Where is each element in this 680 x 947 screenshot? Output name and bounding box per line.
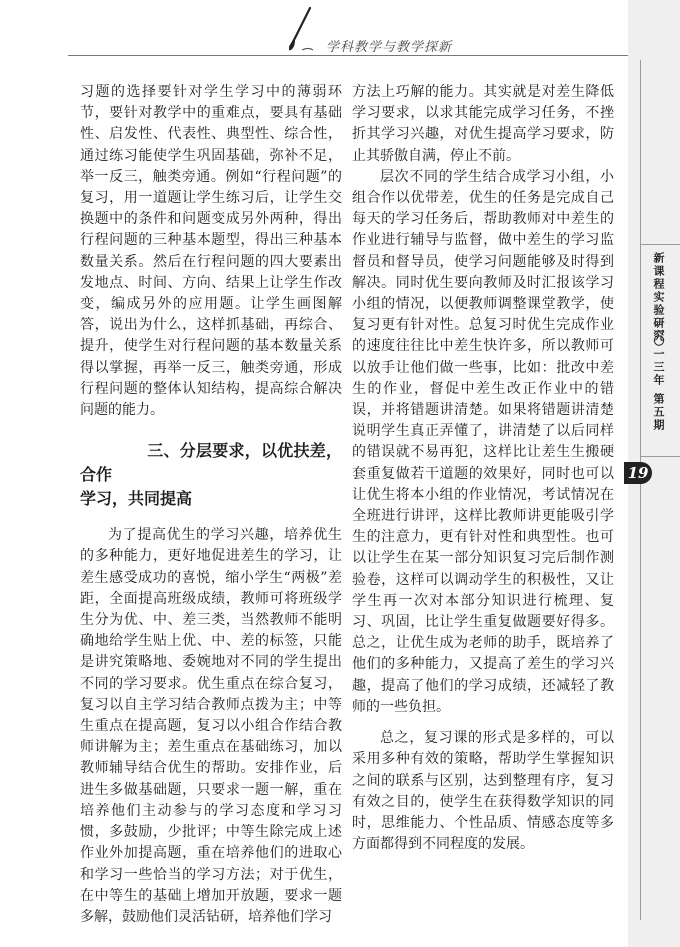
section-heading-line-1: 三、分层要求，以优扶差，合作 (80, 441, 342, 485)
issue-label: 二〇一三年 第五期 (652, 322, 665, 432)
page-number: 19 (624, 462, 652, 484)
sidebar-divider-top (640, 244, 680, 245)
section-heading (80, 439, 342, 511)
right-paragraph-1: 方法上巧解的能力。其实就是对差生降低学习要求，以求其能完成学习任务，不挫折其学习兴趣，对优生提高学习要求，防止其骄傲自满，停止不前。 (352, 84, 614, 164)
left-paragraph-1: 习题的选择要针对学生学习中的薄弱环节，要针对教学中的重难点，要具有基础性、启发性、代表性、典型性、综合性，通过练习能使学生巩固基础，弥补不足，举一反三，触类旁通。例如“行程问题”的复习，用一道题让学生练习后，让学生交换题中的条件和问题变成另外两种，得出行程问题的三种基本题型，得出三种基本数量关系。然后在行程问题的四大要素出发地点、时间、方向、结果上让学生作改变，编成另外的应用题。让学生画图解答，说出为什么，这样抓基础，再综合、提升，使学生对行程问题的基本数量关系得以掌握，再举一反三，触类旁通，形成行程问题的整体认知结构，提高综合解决问题的能力。 (80, 84, 342, 419)
journal-name: 新课程实验研究 (652, 252, 665, 343)
sidebar-rule (640, 60, 641, 920)
left-paragraph-2: 为了提高优生的学习兴趣，培养优生的多种能力，更好地促进差生的学习，让差生感受成功的喜悦，缩小学生“两极”差距，全面提高班级成绩，教师可将班级学生分为优、中、差三类，当然教师不能明确地给学生贴上优、中、差的标签，只能是讲究策略地、委婉地对不同的学生提出不同的学习要求。优生重点在综合复习，复习以自主学习结合教师点拨为主；中等生重点在提高题，复习以小组合作结合教师讲解为主；差生重点在基础练习，加以教师辅导结合优生的帮助。安排作业，后进生多做基础题，只要求一题一解，重在培养他们主动参与的学习态度和学习习惯，多鼓励，少批评；中等生除完成上述作业外加提高题，重在培养他们的进取心和学习一些恰当的学习方法；对于优生，在中等生的基础上增加开放题，要求一题多解，鼓励他们灵活钻研，培养他们学习 (80, 527, 342, 925)
right-column (352, 82, 614, 855)
header-rule (68, 55, 645, 56)
right-paragraph-2: 层次不同的学生结合成学习小组，小组合作以优带差，优生的任务是完成自己每天的学习任务后，帮助教师对中差生的作业进行辅导与监督，做中差生的学习监督员和督导员，使学习问题能够及时得到解决。同时优生要向教师及时汇报该学习小组的情况，以便教师调整课堂教学，使复习更有针对性。总复习时优生完成作业的速度往往比中差生快许多，所以教师可以放手让他们做一些事，比如：批改中差生的作业，督促中差生改正作业中的错误，并将错题讲清楚。如果将错题讲清楚说明学生真正弄懂了，讲清楚了以后同样的错误就不易再犯，这样比让差生生搬硬套重复做若干道题的效果好，同时也可以让优生将本小组的作业情况，考试情况在全班进行讲评，这样比教师讲更能吸引学生的注意力，更有针对性和典型性。也可以让学生在某一部分知识复习完后制作测验卷，这样可以调动学生的积极性，又让学生再一次对本部分知识进行梳理、复习、巩固，比让学生重复做题要好得多。总之，让优生成为老师的助手，既培养了他们的多种能力，又提高了差生的学习兴趣，提高了他们的学习成绩，还减轻了教师的一些负担。 (352, 168, 614, 715)
left-column (80, 82, 342, 928)
section-heading-line-2: 学习，共同提高 (80, 489, 193, 509)
page-header (0, 0, 680, 70)
right-paragraph-3: 总之，复习课的形式是多样的，可以采用多种有效的策略，帮助学生掌握知识之间的联系与区别，达到整理有序，复习有效之目的，使学生在获得数学知识的同时，思维能力、个性品质、情感态度等多方面都得到不同程度的发展。 (352, 730, 614, 853)
brush-icon (286, 6, 314, 52)
sidebar-divider-bottom (640, 456, 680, 457)
header-title: 学科教学与教学探新 (326, 40, 453, 55)
